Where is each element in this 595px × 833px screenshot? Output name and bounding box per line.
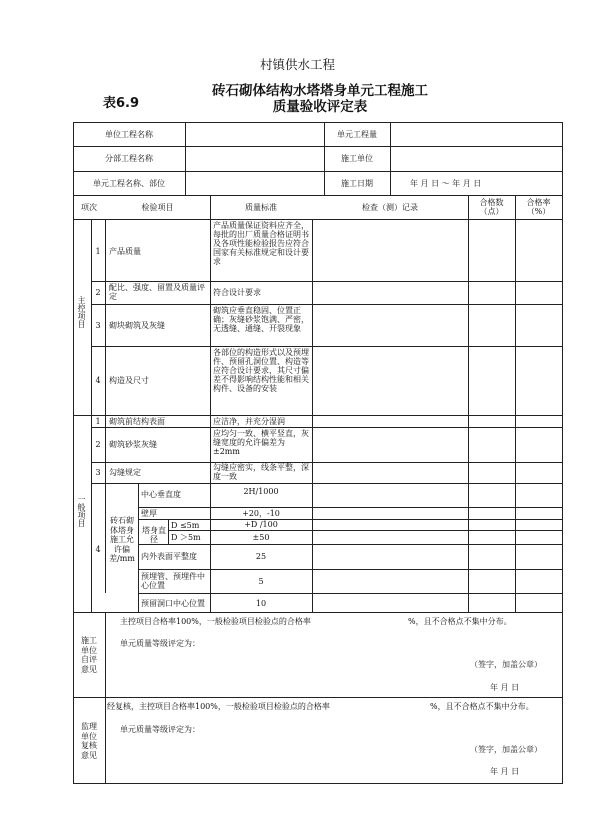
row-no: 3	[95, 321, 101, 330]
tower-diameter-label: 塔身直径	[142, 526, 166, 544]
division-project-label: 分部工程名称	[105, 154, 153, 163]
contractor-signature: （签字，加盖公章）	[470, 660, 542, 669]
unit-project-label: 单位工程名称	[105, 130, 153, 139]
row-no: 1	[95, 417, 101, 426]
main-title	[180, 83, 460, 115]
row-standard: 勾缝应密实，线条平整，深度一致	[213, 463, 309, 481]
col-quality-standard: 质量标准	[245, 203, 277, 212]
top-title: 村镇供水工程	[259, 57, 335, 72]
title-line-2: 质量验收评定表	[272, 99, 368, 115]
row-standard: 砌筑应垂直稳固、位置正确；灰缝砂浆饱满、严密，无透缝、通缝、开裂现象	[213, 306, 309, 333]
col-inspection-item: 检验项目	[141, 203, 174, 212]
deviation-item: D ≤5m	[171, 521, 200, 530]
contractor-eval-line1-tail: %，且不合格点不集中分布。	[408, 617, 512, 626]
unit-amount-label: 单元工程量	[337, 130, 377, 139]
row-item: 砌块砌筑及灰缝	[109, 321, 165, 330]
row-standard: 产品质量保证资料应齐全，每批的出厂质量合格证明书及各项性能检验报告应符合国家有关标准规定和设计要求	[213, 221, 309, 266]
date-range: 年 月 日 ～ 年 月 日	[410, 179, 482, 188]
row-item: 配比、强度、留置及质量评定	[109, 283, 205, 301]
row-no: 4	[95, 376, 101, 385]
title-line-1: 砖石砌体结构水塔塔身单元工程施工	[212, 83, 428, 99]
contractor-eval-line2: 单元质量等级评定为：	[120, 639, 200, 648]
deviation-item: D ＞5m	[171, 533, 201, 542]
deviation-item: 壁厚	[141, 509, 157, 518]
supervisor-eval-label: 监理单位复核意见	[81, 722, 97, 760]
construction-date-label: 施工日期	[341, 179, 373, 188]
row-no: 3	[95, 468, 101, 477]
row-item: 勾缝规定	[109, 468, 141, 477]
row-item: 产品质量	[109, 247, 141, 256]
deviation-value: 10	[255, 599, 267, 608]
supervisor-date: 年 月 日	[490, 767, 520, 776]
contractor-eval-label: 施工单位自评意见	[81, 636, 97, 674]
row-standard: 应均匀一致、横平竖直，灰缝宽度的允许偏差为±2mm	[213, 429, 309, 456]
row-item: 构造及尺寸	[109, 376, 149, 385]
supervisor-eval-line1-tail: %，且不合格点不集中分布。	[430, 702, 534, 711]
deviation-value: +20，-10	[242, 509, 280, 518]
deviation-value: ±50	[252, 533, 270, 542]
deviation-group-label: 砖石砌体塔身施工允许偏差/mm	[109, 516, 135, 563]
deviation-item: 内外表面平整度	[141, 552, 197, 561]
deviation-value: +D /100	[244, 520, 278, 529]
main-control-label: 主控项目	[77, 296, 86, 328]
deviation-value: 2H/1000	[243, 487, 279, 496]
supervisor-signature: （签字，加盖公章）	[470, 745, 542, 754]
row-standard: 符合设计要求	[213, 288, 261, 297]
row-standard: 各部位的构造形式以及预埋件、预留孔洞位置、构造等应符合设计要求，其尺寸偏差不得影响结构性能和相关构件、设备的安装	[213, 348, 309, 393]
row-no: 2	[95, 288, 101, 297]
table-number: 表6.9	[103, 96, 140, 111]
row-no: 1	[95, 247, 101, 256]
col-check-record: 检查（测）记录	[362, 203, 418, 212]
element-name-label: 单元工程名称、部位	[93, 179, 165, 188]
col-item-no: 项次	[81, 203, 97, 212]
row-no: 2	[95, 440, 101, 449]
row-item: 砌筑前结构表面	[109, 417, 165, 426]
supervisor-eval-line1: 经复核，主控项目合格率100%，一般检验项目检验点的合格率	[107, 702, 330, 711]
row-item: 砌筑砂浆灰缝	[109, 440, 157, 449]
deviation-no: 4	[95, 545, 101, 554]
supervisor-eval-line2: 单元质量等级评定为：	[120, 725, 200, 734]
col-pass-count: 合格数	[479, 198, 504, 207]
row-standard: 应洁净，并充分湿润	[213, 417, 285, 426]
deviation-item: 预留洞口中心位置	[141, 599, 205, 608]
deviation-value: 25	[255, 552, 267, 561]
deviation-item: 中心垂直度	[141, 490, 181, 499]
col-pass-rate: 合格率	[526, 198, 551, 207]
deviation-item: 预埋管、预埋件中心位置	[141, 572, 205, 590]
deviation-value: 5	[258, 577, 264, 586]
contractor-date: 年 月 日	[490, 683, 520, 692]
col-pass-rate-unit: （%）	[526, 207, 551, 216]
general-label: 一般项目	[77, 495, 86, 527]
col-pass-count-unit: （点）	[479, 207, 504, 216]
contractor-eval-line1: 主控项目合格率100%，一般检验项目检验点的合格率	[120, 617, 311, 626]
construction-unit-label: 施工单位	[341, 154, 373, 163]
